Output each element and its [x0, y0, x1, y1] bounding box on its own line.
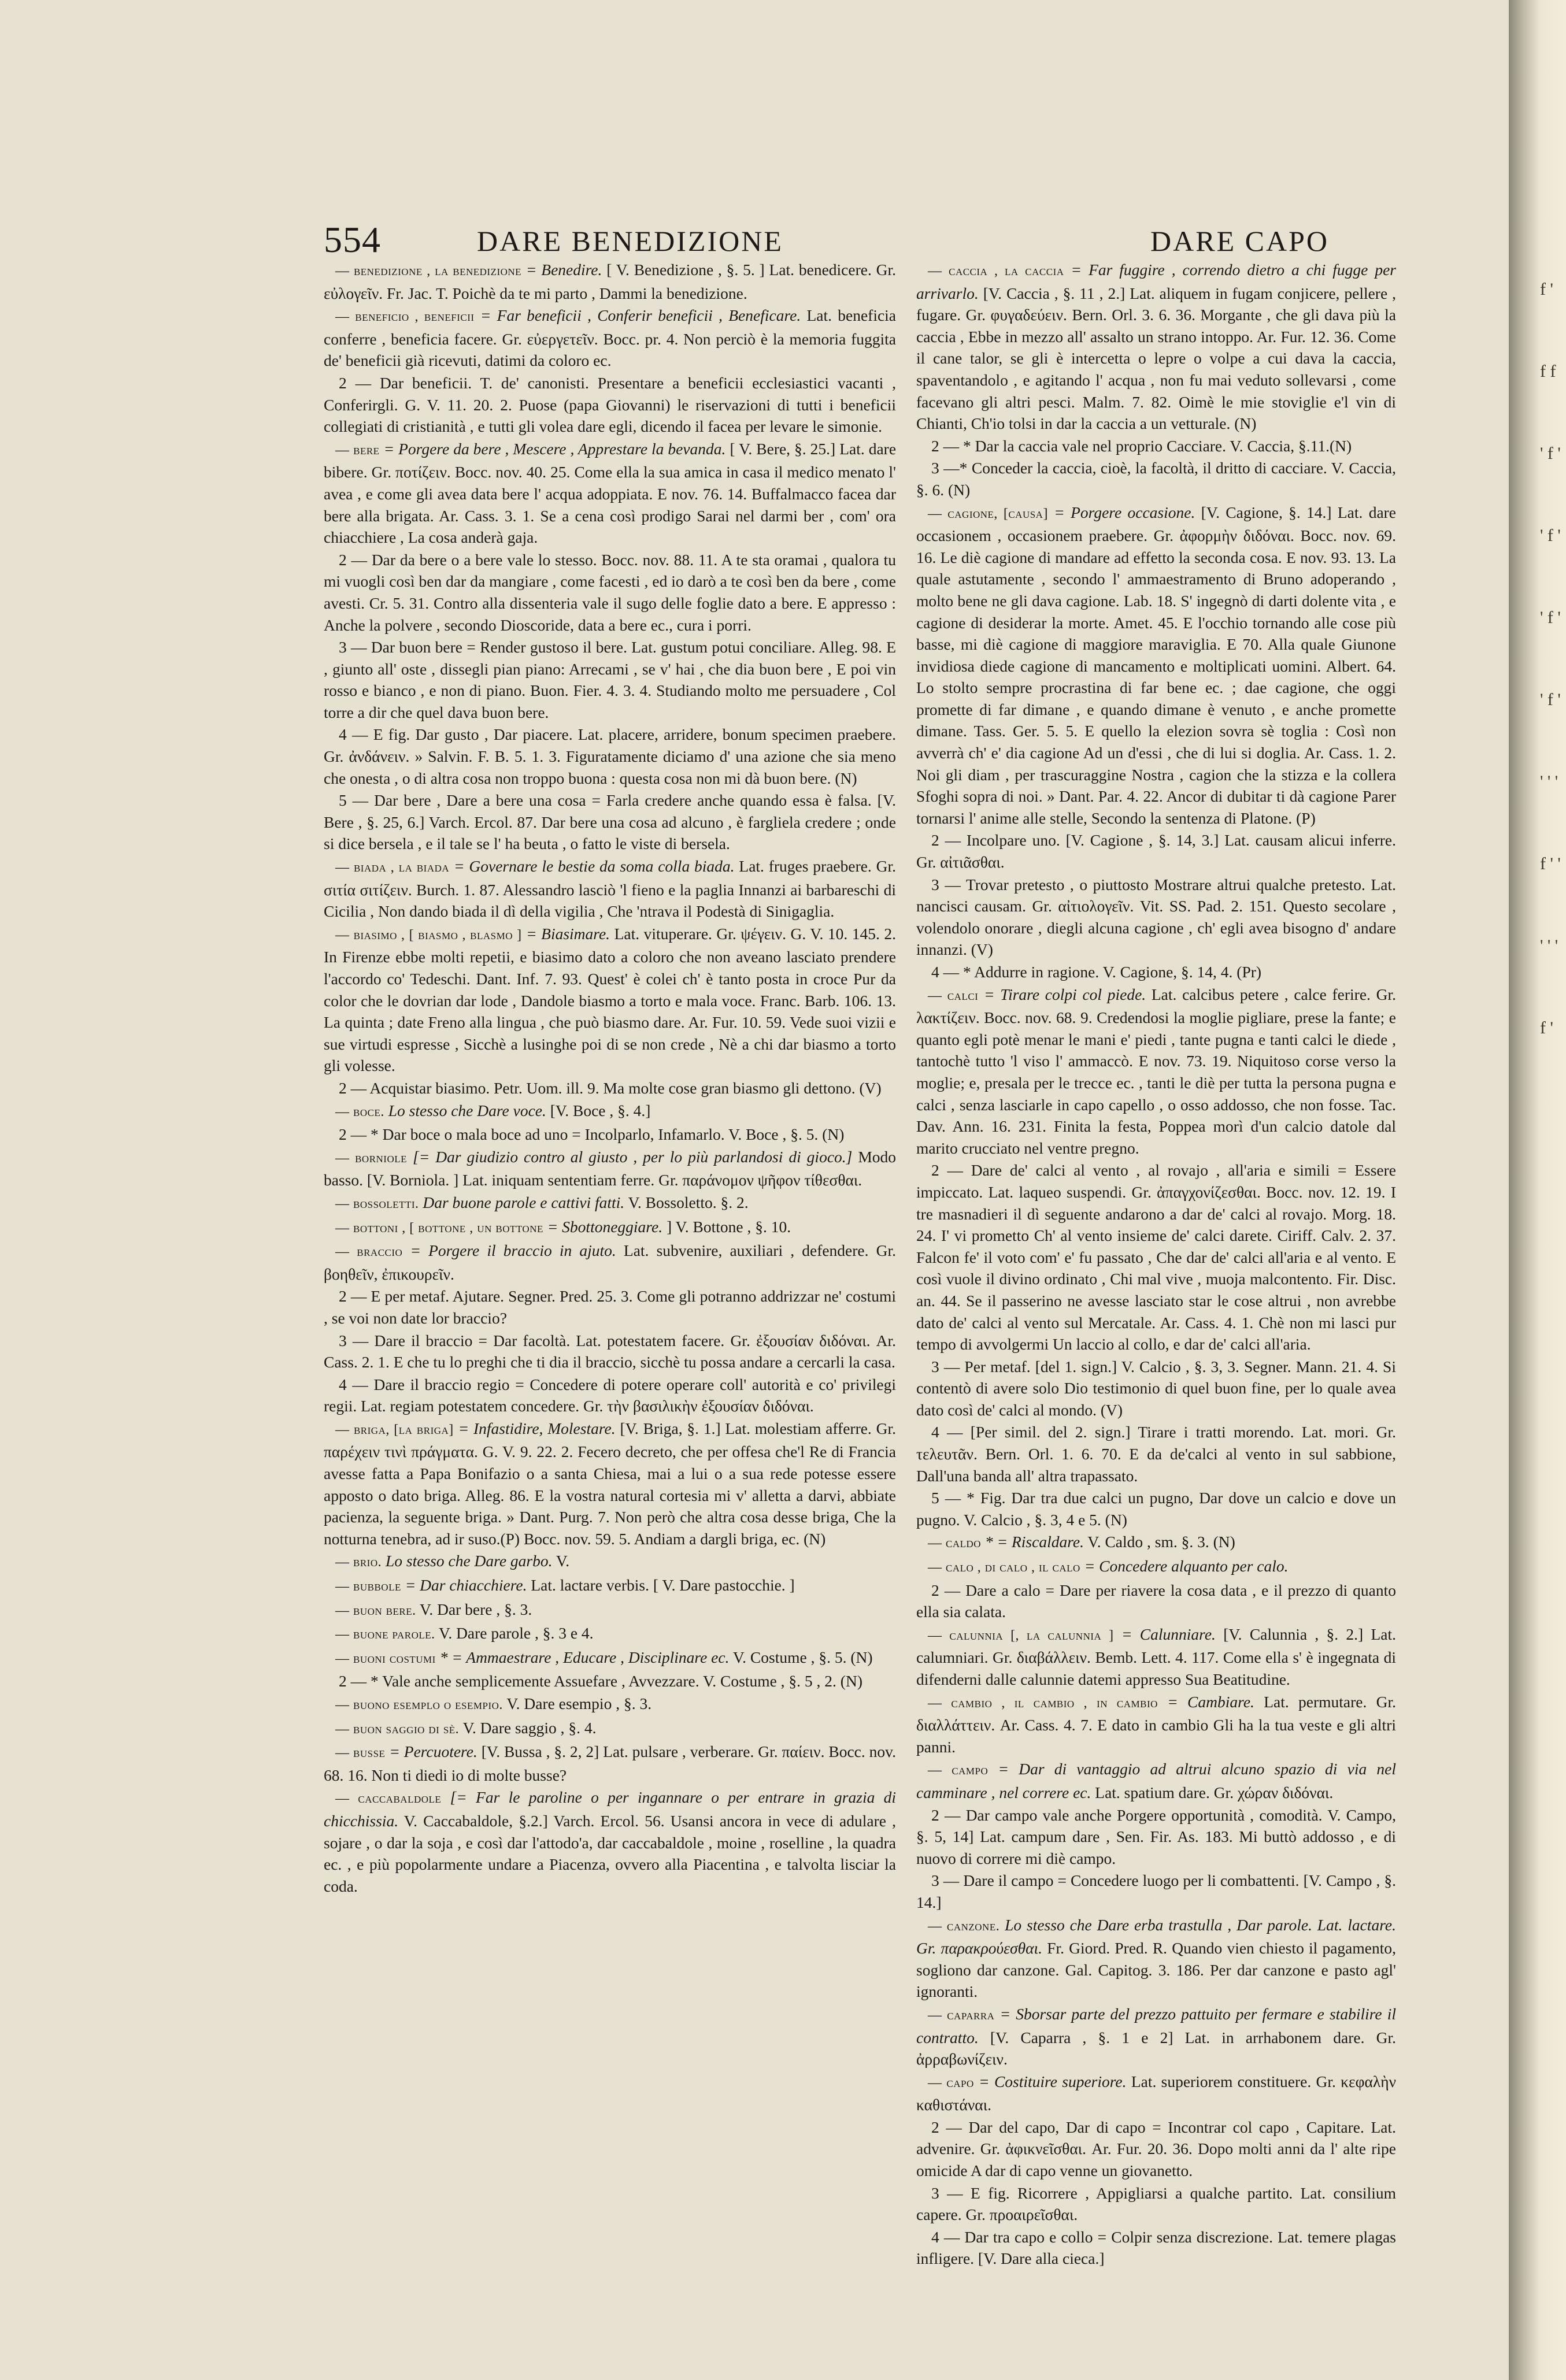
dictionary-entry: [916, 1356, 1396, 1421]
entry-definition: = Sbottoneggiare.: [547, 1217, 663, 1236]
entry-headword: — buono esemplo o esempio.: [335, 1697, 503, 1712]
dictionary-entry: [916, 1758, 1396, 1803]
entry-text: V. Dare parole , §. 3 e 4.: [439, 1624, 594, 1643]
entry-headword: — buoni costumi: [335, 1651, 436, 1666]
dictionary-entry: [916, 961, 1396, 983]
entry-text: 3 — Dar buon bere = Render gustoso il bere. Lat. gustum potui conciliare. Alleg. 98. E , giunto all' oste , dissegli pian piano: Arrecami , se v' hai , che dia buon bere , E poi vin rosso e bianco , e non di piano. Buon. Fier. 4. 3. 4. Studiando molto me persuadere , Col torre a dir che quel dava buon bere.: [324, 638, 896, 721]
entry-headword: — borniole: [335, 1150, 408, 1166]
dictionary-entry: [916, 2116, 1396, 2182]
entry-text: 2 — Dar campo vale anche Porgere opportunità , comodità. V. Campo, §. 5, 14] Lat. campum dare , Sen. Fir. As. 183. Mi buttò addosso , e di nuovo di correre mi diè campo.: [916, 1806, 1396, 1867]
dictionary-entry: [324, 1622, 896, 1646]
entry-headword: — benedizione , la benedizione: [335, 264, 522, 279]
running-head-left: DARE BENEDIZIONE: [477, 225, 783, 257]
entry-text: 2 — Dare a calo = Dare per riavere la cosa data , e il prezzo di quanto ella sia calata.: [916, 1581, 1396, 1621]
entry-text: ] V. Bottone , §. 10.: [666, 1217, 791, 1236]
dictionary-entry: [324, 259, 896, 304]
entry-definition: = Dar chiacchiere.: [405, 1576, 527, 1595]
dictionary-entry: [324, 1240, 896, 1285]
entry-text: Lat. vituperare. Gr. ψέγειν. G. V. 10. 145. 2. In Firenze ebbe molti repetii, e biasimo dato a coloro che non aveano lasciato prendere l'accordo co' Tedeschi. Dant. Inf. 7. 93. Quest' è colei ch' è tanto posta in croce Pur da color che le dovrian dar lode , Dandole biasmo a torto e mala voce. Franc. Barb. 106. 13. La quinta ; date Freno alla lingua , che può biasmo dare. Ar. Fur. 10. 59. Vede suoi vizii e sue virtudi espresse , Sicchè a lusinghe poi di se non crede , Nè a chi dar biasmo a torto gli volesse.: [324, 924, 897, 1075]
entry-text: [V. Cagione, §. 14.] Lat. dare occasionem , occasionem praebere. Gr. ἀφορμὴν διδόναι. Bocc. nov. 69. 16. Le diè cagione di mandare ad effetto la seconda cosa. E nov. 93. 13. La quale astutamente , secondo l' ammaestramento di Bruno adoperando , molto bene ne gli dava cagione. Lab. 18. S' ingegnò di darti dolente vita , e cagione di desiderar la morte. Amet. 45. E l'occhio tornando alle cose più basse, mi diè cagione di maggiore maraviglia. E 70. Alla quale Giunone invidiosa diede cagione di mancamento e moltiplicati uomini. Albert. 64. Lo stolto sempre procrastina di far bene ec. ; dae cagione, che oggi promette di far dimane , e quando dimane è venuto , e anche promette dimane. Tass. Ger. 5. 5. E quello la elezion sovra sè toglia : Così non avverrà ch' e' dia cagione Ad un d'essi , che di lui si doglia. Ar. Cass. 1. 2. Noi gli diam , per trascuraggine Nostra , cagion che la stizza e la collera Sfoghi sopra di noi. » Dant. Par. 4. 22. Ancor di dubitar ti dà cagione Parer tornarsi l' anime alle stelle, Secondo la sentenza di Platone. (P): [916, 503, 1397, 827]
dictionary-entry: [324, 1786, 896, 1897]
entry-definition: = Infastidire, Molestare.: [458, 1419, 616, 1437]
entry-text: [V. Caparra , §. 1 e 2] Lat. in arrhabonem dare. Gr. ἀρραβωνίζειν.: [916, 2028, 1397, 2068]
entry-text: 2 — * Dar boce o mala boce ad uno = Incolparlo, Infamarlo. V. Boce , §. 5. (N): [339, 1125, 845, 1144]
facing-page-edge-text: f ' f f ' f ' ' f ' ' f ' ' f ' ' ' ' f ' ' ' ' ' f ': [1540, 280, 1561, 1037]
entry-headword: — briga, [la briga]: [335, 1422, 454, 1437]
dictionary-entry: [324, 1146, 896, 1191]
entry-headword: — biada , la biada: [335, 860, 450, 876]
entry-headword: — calunnia [, la calunnia ]: [928, 1628, 1114, 1643]
page-number: 554: [324, 219, 381, 260]
entry-text: [V. Briga, §. 1.] Lat. molestiam afferre. Gr. παρέχειν τινὶ πράγματα. G. V. 9. 22. 2. Fecero decreto, che per offesa che'l Re di Francia avesse fatta a Papa Bonifazio o a santa Chiesa, mai a lui o a sua rede potesse essere apposto o dato briga. Alleg. 86. E la vostra natural cortesia mi v' alletta a darvi, abbiate pacienza, la seguente briga. » Dant. Purg. 7. Non però che altra cosa desse briga, Che la notturna tenebra, ad ir suso.(P) Bocc. nov. 59. 5. Andiam a dargli briga, ec. (N): [324, 1419, 897, 1548]
entry-text: Lat. subvenire, auxiliari , defendere. Gr. βοηθεῖν, ἐπικουρεῖν.: [324, 1241, 896, 1283]
entry-definition: = Costituire superiore.: [979, 2072, 1127, 2090]
entry-headword: — cambio , il cambio , in cambio: [928, 1695, 1158, 1711]
dictionary-entry: [916, 2003, 1396, 2070]
entry-text: [V. Caccia , §. 11 , 2.] Lat. aliquem in fugam conjicere, pellere , fugare. Gr. φυγαδεύειν. Bern. Orl. 3. 6. 36. Morgante , che gli dava più la caccia , Ebbe in mezzo all' assalto un strano intoppo. Ar. Fur. 12. 36. Come il cane talor, se gli è intercetta o lepre o volpe a cui dava la caccia, spaventandolo , e agitando l' acqua , non fu mai veduto sollevarsi , come facevano gli altri pesci. Malm. 7. 82. Oimè le mie stoviglie e'l vin di Chianti, Ch'io tolsi in dar la caccia a un vetturale. (N): [916, 284, 1397, 433]
entry-text: 2 — Dar beneficii. T. de' canonisti. Presentare a beneficii ecclesiastici vacanti , Conferirgli. G. V. 11. 20. 2. Puose (papa Giovanni) le riservazioni di tutti i beneficii collegiati di cristianità , e tutti gli volea dare egli, dicendo il facea per levare le simonie.: [324, 373, 896, 436]
dictionary-entry: [916, 1159, 1396, 1355]
entry-text: 2 — Dare de' calci al vento , al rovajo , all'aria e simili = Essere impiccato. Lat. laqueo suspendi. Gr. ἀπαγχονίζεσθαι. Bocc. nov. 12. 19. I tre masnadieri il dì seguente andarono a dar de' calci al rovajo. Morg. 18. 24. I' vi prometto Ch' al vento insieme de' calci darete. Ciriff. Calv. 2. 37. Falcon fe' il voto com' e' fu passato , Che dar de' calci all'aria e al vento. E così vuole il divino ordinato , Chi mal vive , muoja malcontento. Fir. Disc. an. 44. Se il passerino ne avesse lasciato star le cose altrui , non avrebbe dato de' calci al vento sul Mercatale. Ar. Cass. 4. 1. Chè non mi lasci pur tempo di avvolgermi Un laccio al collo, e dar de' calci all'aria.: [916, 1161, 1396, 1354]
entry-headword: — bere: [335, 442, 380, 458]
entry-text: 2 — E per metaf. Ajutare. Segner. Pred. 25. 3. Come gli potranno addrizzar ne' costumi , se voi non date lor braccio?: [324, 1287, 896, 1327]
entry-text: V. Bossoletto. §. 2.: [628, 1193, 749, 1211]
running-head-right: DARE CAPO: [1150, 225, 1329, 257]
entry-headword: — canzone.: [928, 1918, 1000, 1934]
entry-headword: — caccabaldole: [335, 1791, 442, 1807]
dictionary-entry: [916, 1421, 1396, 1486]
dictionary-entry: [324, 1599, 896, 1622]
entry-headword: — biasimo , [ biasmo , blasmo ]: [335, 927, 522, 943]
entry-definition: = Dar di vantaggio ad altrui alcuno spazio di via nel camminare , nel correre ec.: [916, 1760, 1397, 1801]
entry-definition: * = Ammaestrare , Educare , Disciplinare ec.: [439, 1648, 730, 1666]
entry-definition: = Biasimare.: [526, 924, 610, 943]
dictionary-entry: [916, 435, 1396, 457]
entry-text: 2 — Dar da bere o a bere vale lo stesso. Bocc. nov. 88. 11. A te sta oramai , qualora tu mi vuogli così ben dar da mangiare , come facesti , ed io darò a te così ben da bere , come avesti. Cr. 5. 31. Contro alla dissenteria vale il sugo delle foglie dato a bere. E appresso : Anche la polvere , secondo Dioscoride, data a bere ec., cura i porri.: [324, 550, 896, 634]
entry-headword: — campo: [928, 1763, 989, 1778]
dictionary-entry: [916, 874, 1396, 961]
right-column: [916, 259, 1397, 2268]
entry-text: 3 — Dare il braccio = Dar facoltà. Lat. potestatem facere. Gr. ἐξουσίαν διδόναι. Ar. Cass. 2. 1. E che tu lo preghi che ti dia il braccio, sicchè tu possa andare a cercarli la casa.: [324, 1331, 896, 1371]
entry-text: Fr. Giord. Pred. R. Quando vien chiesto il pagamento, sogliono dar canzone. Gal. Capitog. 3. 186. Per dar canzone e pasto agl' ignoranti.: [916, 1939, 1396, 2001]
entry-headword: — buon bere.: [335, 1603, 416, 1618]
dictionary-entry: [916, 1531, 1396, 1555]
dictionary-entry: [916, 1555, 1396, 1579]
entry-text: 5 — * Fig. Dar tra due calci un pugno, Dar dove un calcio e dove un pugno. V. Calcio , §. 3, 4 e 5. (N): [916, 1489, 1396, 1529]
entry-text: 2 — * Dar la caccia vale nel proprio Cacciare. V. Caccia, §.11.(N): [931, 436, 1352, 455]
entry-headword: — bubbole: [335, 1579, 401, 1595]
entry-definition: = Percuotere.: [389, 1743, 477, 1761]
dictionary-entry: [916, 502, 1396, 829]
dictionary-entry: [324, 1647, 896, 1670]
entry-definition: Lo stesso che Dare erba trastulla , Dar parole. Lat. lactare. Gr. παρακρούεσθαι.: [916, 1915, 1396, 1958]
entry-text: Lat. calcibus petere , calce ferire. Gr. λακτίζειν. Bocc. nov. 68. 9. Credendosi la moglie pigliare, prese la fante; e quanto egli potè menar le mani e' piedi , tante pugna e tanti calci le diede , tantochè tutto 'l viso l' ammaccò. E nov. 73. 19. Niquitoso corse verso la moglie; e, presala per le trecce ec. , tanti le diè per tutta la persona pugna e calci , senza lasciarle in capo capello , o osso addosso, che non fosse. Tac. Dav. Ann. 16. 231. Finita la festa, Poppea morì d'un calcio datole dal marito crucciato nel ventre pregno.: [916, 985, 1396, 1157]
entry-text: Lat. lactare verbis. [ V. Dare pastocchie. ]: [531, 1576, 795, 1595]
entry-text: 3 — E fig. Ricorrere , Appigliarsi a qualche partito. Lat. consilium capere. Gr. προαιρεῖσθαι.: [916, 2183, 1396, 2224]
entry-text: 3 —* Conceder la caccia, cioè, la facoltà, il dritto di cacciare. V. Caccia, §. 6. (N): [916, 459, 1396, 499]
dictionary-entry: [324, 1670, 896, 1692]
dictionary-entry: [916, 2226, 1396, 2270]
entry-text: Lat. superiorem constituere. Gr. κεφαλὴν καθιστάναι.: [916, 2072, 1397, 2114]
entry-headword: — caparra: [928, 2007, 995, 2023]
dictionary-entry: [324, 549, 896, 636]
entry-text: 2 — Acquistar biasimo. Petr. Uom. ill. 9. Ma molte cose gran biasmo gli dettono. (V): [339, 1078, 882, 1097]
left-column: [324, 259, 896, 2189]
entry-text: 4 — [Per simil. del 2. sign.] Tirare i tratti morendo. Lat. mori. Gr. τελευτᾶν. Bern. Orl. 1. 6. 70. E da de'calci al vento in sul sabbione, Dall'una banda all' altra trapassato.: [916, 1423, 1396, 1485]
entry-headword: — brio.: [335, 1555, 382, 1570]
entry-text: 4 — * Addurre in ragione. V. Cagione, §. 14, 4. (Pr): [931, 963, 1262, 981]
entry-text: Lat. fruges praebere. Gr. σιτία σιτίζειν. Burch. 1. 87. Alessandro lasciò 'l fieno e la paglia Innanzi ai barbareschi di Cicilia , Non dando biada il dì della vigilia , Che 'ntrava il Podestà di Sinigaglia.: [324, 857, 897, 921]
entry-definition: * = Riscaldare.: [984, 1533, 1084, 1551]
entry-text: Lat. permutare. Gr. διαλλάττειν. Ar. Cass. 4. 7. E dato in cambio Gli ha la tua veste e gli altri panni.: [916, 1692, 1397, 1756]
entry-headword: — calo , di calo , il calo: [928, 1560, 1080, 1575]
entry-headword: — buone parole.: [335, 1627, 435, 1643]
dictionary-entry: [324, 1285, 896, 1329]
entry-definition: Dar buone parole e cattivi fatti.: [423, 1193, 625, 1211]
entry-text: 5 — Dar bere , Dare a bere una cosa = Farla credere anche quando essa è falsa. [V. Bere , §. 25, 6.] Varch. Ercol. 87. Dar bere una cosa ad alcuno , è fargliela credere ; onde si dice bersela , e il tale se l' ha beuta , o fatto le viste di bersela.: [324, 791, 896, 853]
entry-headword: — caldo: [928, 1536, 982, 1551]
dictionary-entry: [324, 1216, 896, 1240]
entry-definition: = Sborsar parte del prezzo pattuito per fermare e stabilire il contratto.: [916, 2004, 1396, 2047]
entry-text: 2 — Dar del capo, Dar di capo = Incontrar col capo , Capitare. Lat. advenire. Gr. ἀφικνεῖσθαι. Ar. Fur. 20. 36. Dopo molti anni da l' alte ripe omicide A dar di capo venne un giovanetto.: [916, 2118, 1396, 2180]
dictionary-entry: [324, 372, 896, 438]
entry-definition: Lo stesso che Dare voce.: [388, 1101, 546, 1119]
entry-definition: = Porgere il braccio in ajuto.: [410, 1241, 616, 1260]
entry-text: 2 — * Vale anche semplicemente Assuefare , Avvezzare. V. Costume , §. 5 , 2. (N): [339, 1672, 862, 1691]
dictionary-entry: [324, 438, 896, 548]
entry-definition: [= Dar giudizio contro al giusto , per lo più parlandosi di gioco.]: [413, 1147, 853, 1166]
entry-text: [V. Calunnia , §. 2.] Lat. calumniari. Gr. διαβάλλειν. Bemb. Lett. 4. 117. Come ella s' è ingegnata di difenderni dalle calunnie datemi appresso Sua Beatitudine.: [916, 1625, 1397, 1688]
dictionary-entry: [916, 984, 1396, 1159]
dictionary-entry: [916, 259, 1396, 435]
entry-definition: = Cambiare.: [1167, 1692, 1254, 1711]
dictionary-entry: [324, 1124, 896, 1145]
entry-definition: Lo stesso che Dare garbo.: [386, 1552, 553, 1570]
entry-headword: — boce.: [335, 1104, 384, 1119]
dictionary-entry: [324, 1192, 896, 1215]
entry-definition: = Tirare colpi col piede.: [984, 985, 1146, 1003]
page-header: [324, 218, 1341, 265]
entry-text: V.: [556, 1552, 570, 1570]
entry-text: 3 — Per metaf. [del 1. sign.] V. Calcio , §. 3, 3. Segner. Mann. 21. 4. Si contentò di avere solo Dio testimonio di quel buon fine, per lo quale avea dato così de' calci al mondo. (V): [916, 1357, 1396, 1419]
dictionary-entry: [324, 1374, 896, 1417]
entry-headword: — busse: [335, 1745, 386, 1761]
dictionary-entry: [916, 2071, 1396, 2116]
entry-text: [V. Bussa , §. 2, 2] Lat. pulsare , verberare. Gr. παίειν. Bocc. nov. 68. 16. Non ti diedi io di molte busse?: [324, 1743, 897, 1784]
entry-text: V. Caldo , sm. §. 3. (N): [1087, 1533, 1235, 1551]
dictionary-entry: [916, 1804, 1396, 1870]
entry-text: V. Costume , §. 5. (N): [732, 1648, 873, 1666]
entry-definition: = Far beneficii , Conferir beneficii , Beneficare.: [480, 306, 801, 325]
entry-headword: — buon saggio di sè.: [335, 1721, 460, 1737]
entry-text: 4 — Dar tra capo e collo = Colpir senza discrezione. Lat. temere plagas infligere. [V. Dare alla cieca.]: [916, 2227, 1396, 2268]
entry-headword: — calci: [928, 988, 979, 1003]
entry-definition: = Far fuggire , correndo dietro a chi fugge per arrivarlo.: [916, 261, 1397, 302]
dictionary-entry: [916, 829, 1396, 873]
entry-definition: = Governare le bestie da soma colla biada.: [454, 857, 735, 876]
dictionary-entry: [324, 789, 896, 855]
entry-definition: = Porgere occasione.: [1054, 503, 1195, 521]
entry-text: Lat. beneficia conferre , beneficia facere. Gr. εὐεργετεῖν. Bocc. pr. 4. Non perciò è la memoria fuggita de' beneficii già ricevuti, datimi da coloro ec.: [324, 306, 897, 370]
dictionary-entry: [324, 305, 896, 372]
dictionary-entry: [916, 1487, 1396, 1530]
entry-text: V. Dar bere , §. 3.: [420, 1600, 532, 1618]
entry-definition: = Concedere alquanto per calo.: [1084, 1557, 1289, 1575]
dictionary-entry: [324, 923, 896, 1077]
dictionary-entry: [324, 1741, 896, 1786]
entry-definition: [= Far le paroline o per ingannare o per entrare in grazia di chicchissia.: [324, 1788, 896, 1830]
entry-headword: — capo: [928, 2075, 974, 2090]
entry-headword: — caccia , la caccia: [928, 264, 1064, 279]
entry-text: V. Caccabaldole, §.2.] Varch. Ercol. 56. Usansi ancora in vece di adulare , sojare , o dar la soja , e così dar l'attodo'a, dar caccabaldole , moine , roselline , la quadra ec. , e più popolarmente undare a Piacenza, ovvero alla Piacentina , e talvolta lisciar la coda.: [324, 1811, 896, 1895]
dictionary-entry: [916, 1580, 1396, 1623]
entry-text: [V. Boce , §. 4.]: [550, 1101, 651, 1119]
entry-text: Modo basso. [V. Borniola. ] Lat. iniquam sententiam ferre. Gr. παράνομον ψῆφον τίθεσθαι.: [324, 1147, 897, 1189]
dictionary-entry: [324, 1574, 896, 1598]
dictionary-entry: [916, 1623, 1396, 1691]
dictionary-entry: [916, 1914, 1396, 2003]
dictionary-entry: [324, 1717, 896, 1741]
entry-headword: — braccio: [335, 1244, 403, 1260]
entry-headword: — bossoletti.: [335, 1196, 419, 1211]
entry-text: 2 — Incolpare uno. [V. Cagione , §. 14, 3.] Lat. causam alicui inferre. Gr. αἰτιᾶσθαι.: [916, 831, 1396, 872]
dictionary-entry: [324, 855, 896, 922]
dictionary-entry: [324, 1693, 896, 1717]
entry-text: V. Dare esempio , §. 3.: [506, 1695, 652, 1712]
entry-headword: — bottoni , [ bottone , un bottone: [335, 1220, 543, 1236]
dictionary-entry: [324, 724, 896, 789]
entry-text: 3 — Dare il campo = Concedere luogo per li combattenti. [V. Campo , §. 14.]: [916, 1871, 1396, 1911]
entry-headword: — beneficio , beneficii: [335, 309, 475, 325]
dictionary-entry: [324, 636, 896, 723]
dictionary-entry: [324, 1418, 896, 1550]
dictionary-entry: [324, 1077, 896, 1099]
entry-text: [ V. Benedizione , §. 5. ] Lat. benedicere. Gr. εὐλογεῖν. Fr. Jac. T. Poichè da te mi parto , Dammi la benedizione.: [324, 261, 897, 302]
dictionary-entry: [324, 1100, 896, 1124]
entry-text: V. Dare saggio , §. 4.: [462, 1718, 597, 1737]
dictionary-entry: [916, 2182, 1396, 2226]
entry-definition: = Calunniare.: [1121, 1625, 1216, 1643]
entry-text: 3 — Trovar pretesto , o piuttosto Mostrare altrui qualche pretesto. Lat. nancisci causam. Gr. αἰτιολογεῖν. Vit. SS. Pad. 2. 151. Questo secolare , volendolo onorare , diegli alcuna cagione , ch' egli avea bisogno d' andare innanzi. (V): [916, 875, 1396, 959]
entry-text: 4 — E fig. Dar gusto , Dar piacere. Lat. placere, arridere, bonum specimen praebere. Gr. ἀνδάνειν. » Salvin. F. B. 5. 1. 3. Figuratamente diciamo d' una azione che sia meno che onesta , o di altra cosa non troppo buona : questa cosa non mi dà buon bere. (N): [324, 725, 896, 787]
entry-headword: — cagione, [causa]: [928, 506, 1048, 521]
entry-definition: = Benedire.: [525, 261, 602, 279]
entry-text: 4 — Dare il braccio regio = Concedere di potere operare coll' autorità e co' privilegi regii. Lat. regiam potestatem concedere. Gr. τὴν βασιλικὴν ἐξουσίαν διδόναι.: [324, 1375, 896, 1415]
dictionary-entry: [324, 1330, 896, 1373]
entry-text: Lat. spatium dare. Gr. χώραν διδόναι.: [1095, 1783, 1334, 1801]
dictionary-entry: [916, 457, 1396, 501]
dictionary-entry: [916, 1691, 1396, 1758]
entry-definition: = Porgere da bere , Mescere , Apprestare la bevanda.: [383, 439, 726, 458]
dictionary-entry: [916, 1870, 1396, 1913]
entry-text: [ V. Bere, §. 25.] Lat. dare bibere. Gr. ποτίζειν. Bocc. nov. 40. 25. Come ella la sua amica in casa il medico menato l' avea , e come gli avea data bere l' acqua adoppiata. E nov. 76. 14. Buffalmacco facea dar bere alla brigata. Ar. Cass. 3. 1. Se a cena così prodigo Sarai nel darmi ber , com' ora chiacchiere , La cosa anderà gaja.: [324, 439, 897, 547]
dictionary-entry: [324, 1550, 896, 1574]
